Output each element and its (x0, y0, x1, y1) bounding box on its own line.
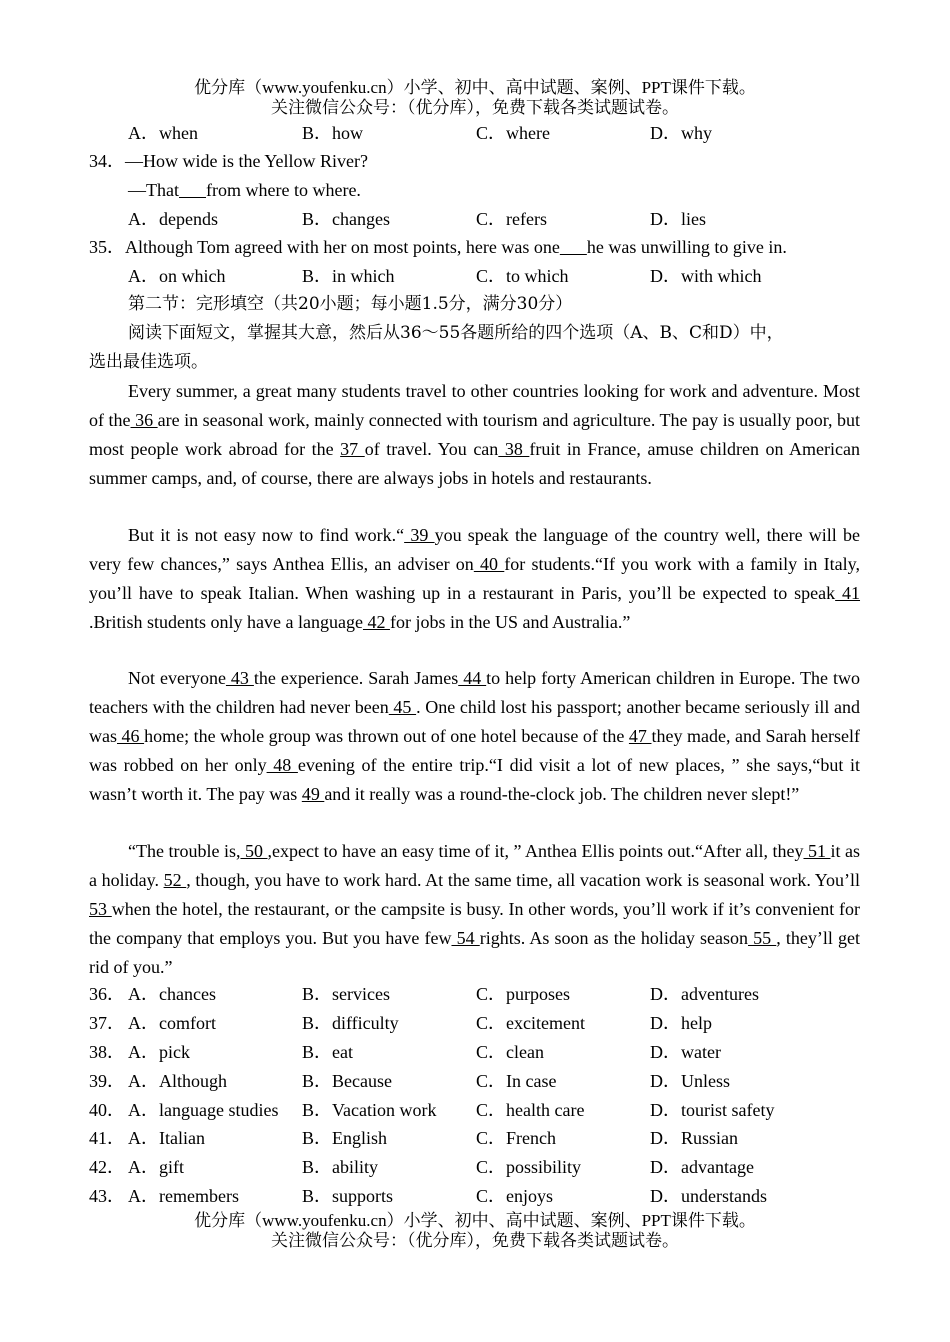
option-b: B．eat (302, 1042, 353, 1062)
option-a: A．gift (128, 1157, 184, 1177)
blank-46: 46 (117, 726, 145, 746)
blank-40: 40 (473, 554, 505, 574)
option-b: B．how (302, 123, 364, 143)
option-d: D．with which (650, 266, 762, 286)
q34-options (128, 207, 868, 231)
row-number: 40． (89, 1100, 125, 1120)
passage-paragraph-3 (89, 664, 860, 809)
passage-text: fruit in France, amuse children on American summer camps, and, of course, there are always jobs in hotels and restaurants. (89, 439, 860, 488)
blank-44: 44 (458, 668, 487, 688)
blank-36: 36 (130, 410, 158, 430)
passage-text: and it really was a round-the-clock job. The children never slept!” (324, 784, 800, 804)
passage-text: of travel. You can (364, 439, 499, 459)
option-a: A．depends (128, 209, 218, 229)
option-d: D．Russian (650, 1128, 739, 1148)
blank-39: 39 (404, 525, 435, 545)
blank-42: 42 (362, 612, 390, 632)
section-title-text: 第二节：完形填空（共20小题；每小题1.5分，满分30分） (128, 294, 573, 314)
q35-options (128, 264, 868, 288)
header-line-1: 优分库（www.youfenku.cn）小学、初中、高中试题、案例、PPT课件下载。 (194, 78, 756, 97)
option-a: A．comfort (128, 1013, 216, 1033)
blank-38: 38 (498, 439, 530, 459)
option-a: A．language studies (128, 1100, 279, 1120)
passage-text: .British students only have a language (89, 612, 363, 632)
row-options (128, 1040, 868, 1064)
page-header (0, 78, 950, 118)
option-a: A．Italian (128, 1128, 205, 1148)
option-b: B．difficulty (302, 1013, 399, 1033)
passage-paragraph-1 (89, 377, 860, 493)
passage-paragraph-4 (89, 837, 860, 982)
blank-54: 54 (451, 928, 480, 948)
q35-line (89, 235, 787, 259)
question-text: from where to where. (206, 180, 361, 200)
section-instructions (89, 319, 869, 377)
option-b: B．Vacation work (302, 1100, 437, 1120)
passage-text: , they’ll get rid of you.” (89, 928, 861, 977)
passage-text: , though, you have to work hard. At the same time, all vacation work is seasonal work. You’ll (186, 870, 860, 890)
row-number: 36． (89, 984, 125, 1004)
option-d: D．advantage (650, 1157, 754, 1177)
option-c: C．clean (476, 1042, 544, 1062)
option-a: A．pick (128, 1042, 190, 1062)
option-d: D．tourist safety (650, 1100, 775, 1120)
passage-text: “The trouble is, (128, 841, 241, 861)
passage-text: for students.“If you work with a family in Italy, you’ll have to speak Italian. When washing up in a restaurant in Paris, you’ll be expected to speak (89, 554, 860, 603)
q34-line-2 (128, 178, 361, 202)
passage-text: rights. As soon as the holiday season (479, 928, 748, 948)
option-b: B．supports (302, 1186, 394, 1206)
option-c: C．to which (476, 266, 569, 286)
row-number: 39． (89, 1071, 125, 1091)
row-number: 41． (89, 1128, 125, 1148)
passage-text: to help forty American children in Europe. The two teachers with the children had never been (89, 668, 861, 717)
option-d: D．understands (650, 1186, 767, 1206)
blank-47: 47 (628, 726, 652, 746)
option-b: B．ability (302, 1157, 378, 1177)
option-c: C．health care (476, 1100, 585, 1120)
passage-text: home; the whole group was thrown out of one hotel because of the (144, 726, 629, 746)
blank-53: 53 (89, 899, 112, 919)
row-number: 43． (89, 1186, 125, 1206)
passage-text: the experience. Sarah James (253, 668, 459, 688)
header-line-2: 关注微信公众号：（优分库），免费下载各类试题试卷。 (271, 98, 679, 117)
blank-52: 52 (163, 870, 187, 890)
row-options (128, 1069, 868, 1093)
row-options (128, 1155, 868, 1179)
option-b: B．Because (302, 1071, 392, 1091)
passage-text: when the hotel, the restaurant, or the campsite is busy. In other words, you’ll work if it’s convenient for the company that employs you. But you have few (89, 899, 861, 948)
option-d: D．water (650, 1042, 721, 1062)
option-d: D．help (650, 1013, 712, 1033)
option-b: B．in which (302, 266, 395, 286)
option-c: C．where (476, 123, 550, 143)
blank-45: 45 (388, 697, 417, 717)
passage-text: But it is not easy now to find work.“ (128, 525, 405, 545)
option-c: C．purposes (476, 984, 570, 1004)
passage-text: it as a holiday. (89, 841, 861, 890)
footer-line-1: 优分库（www.youfenku.cn）小学、初中、高中试题、案例、PPT课件下载。 (194, 1211, 756, 1230)
passage-text: evening of the entire trip.“I did visit a lot of new places, ” she says,“but it wasn’t worth it. The pay was (89, 755, 861, 804)
option-d: D．Unless (650, 1071, 730, 1091)
option-b: B．services (302, 984, 390, 1004)
row-options (128, 1184, 868, 1208)
row-number: 37． (89, 1013, 125, 1033)
passage-text: . One child lost his passport; another became seriously ill and was (89, 697, 861, 746)
passage-paragraph-2 (89, 521, 860, 637)
option-c: C．enjoys (476, 1186, 554, 1206)
row-options (128, 1011, 868, 1035)
question-number: 34． (89, 151, 125, 171)
answer-blank (179, 180, 206, 200)
option-a: A．remembers (128, 1186, 239, 1206)
option-a: A．Although (128, 1071, 227, 1091)
passage-text: you speak the language of the country well, there will be very few chances,” says Anthea Ellis, an adviser on (89, 525, 860, 574)
q34-line-1 (89, 149, 368, 173)
row-number: 42． (89, 1157, 125, 1177)
answer-blank (560, 237, 587, 257)
option-d: D．why (650, 123, 712, 143)
blank-49: 49 (301, 784, 325, 804)
question-text: Although Tom agreed with her on most points, here was one (125, 237, 560, 257)
instruction-line-1: 阅读下面短文，掌握其大意，然后从36～55各题所给的四个选项（A、B、C和D）中， (128, 323, 784, 343)
row-options (128, 982, 868, 1006)
option-c: C．French (476, 1128, 556, 1148)
option-d: D．lies (650, 209, 706, 229)
row-options (128, 1098, 868, 1122)
option-c: C．In case (476, 1071, 557, 1091)
passage-text: are in seasonal work, mainly connected with tourism and agriculture. The pay is usually poor, but most people work abroad for the (89, 410, 861, 459)
option-c: C．excitement (476, 1013, 585, 1033)
question-text: —How wide is the Yellow River? (125, 151, 368, 171)
option-a: A．chances (128, 984, 216, 1004)
passage-text: ,expect to have an easy time of it, ” Anthea Ellis points out.“After all, they (267, 841, 804, 861)
blank-55: 55 (748, 928, 777, 948)
footer-line-2: 关注微信公众号：（优分库），免费下载各类试题试卷。 (271, 1231, 679, 1250)
option-d: D．adventures (650, 984, 759, 1004)
question-text: he was unwilling to give in. (586, 237, 787, 257)
page-footer (0, 1211, 950, 1251)
option-b: B．changes (302, 209, 390, 229)
question-text: —That (128, 180, 179, 200)
passage-text: they made, and Sarah herself was robbed on her only (89, 726, 861, 775)
passage-text: Every summer, a great many students travel to other countries looking for work and adventure. Most of the (89, 381, 860, 430)
q33-options (128, 121, 868, 145)
row-options (128, 1126, 868, 1150)
question-number: 35． (89, 237, 125, 257)
blank-43: 43 (225, 668, 254, 688)
passage-text: for jobs in the US and Australia.” (389, 612, 631, 632)
option-c: C．refers (476, 209, 547, 229)
option-c: C．possibility (476, 1157, 582, 1177)
blank-48: 48 (266, 755, 298, 775)
blank-51: 51 (803, 841, 831, 861)
instruction-line-2: 选出最佳选项。 (89, 352, 208, 372)
option-a: A．when (128, 123, 198, 143)
blank-50: 50 (240, 841, 268, 861)
blank-41: 41 (835, 583, 861, 603)
blank-37: 37 (340, 439, 365, 459)
option-a: A．on which (128, 266, 226, 286)
passage-text: Not everyone (128, 668, 226, 688)
option-b: B．English (302, 1128, 388, 1148)
section-title (128, 290, 908, 319)
row-number: 38． (89, 1042, 125, 1062)
